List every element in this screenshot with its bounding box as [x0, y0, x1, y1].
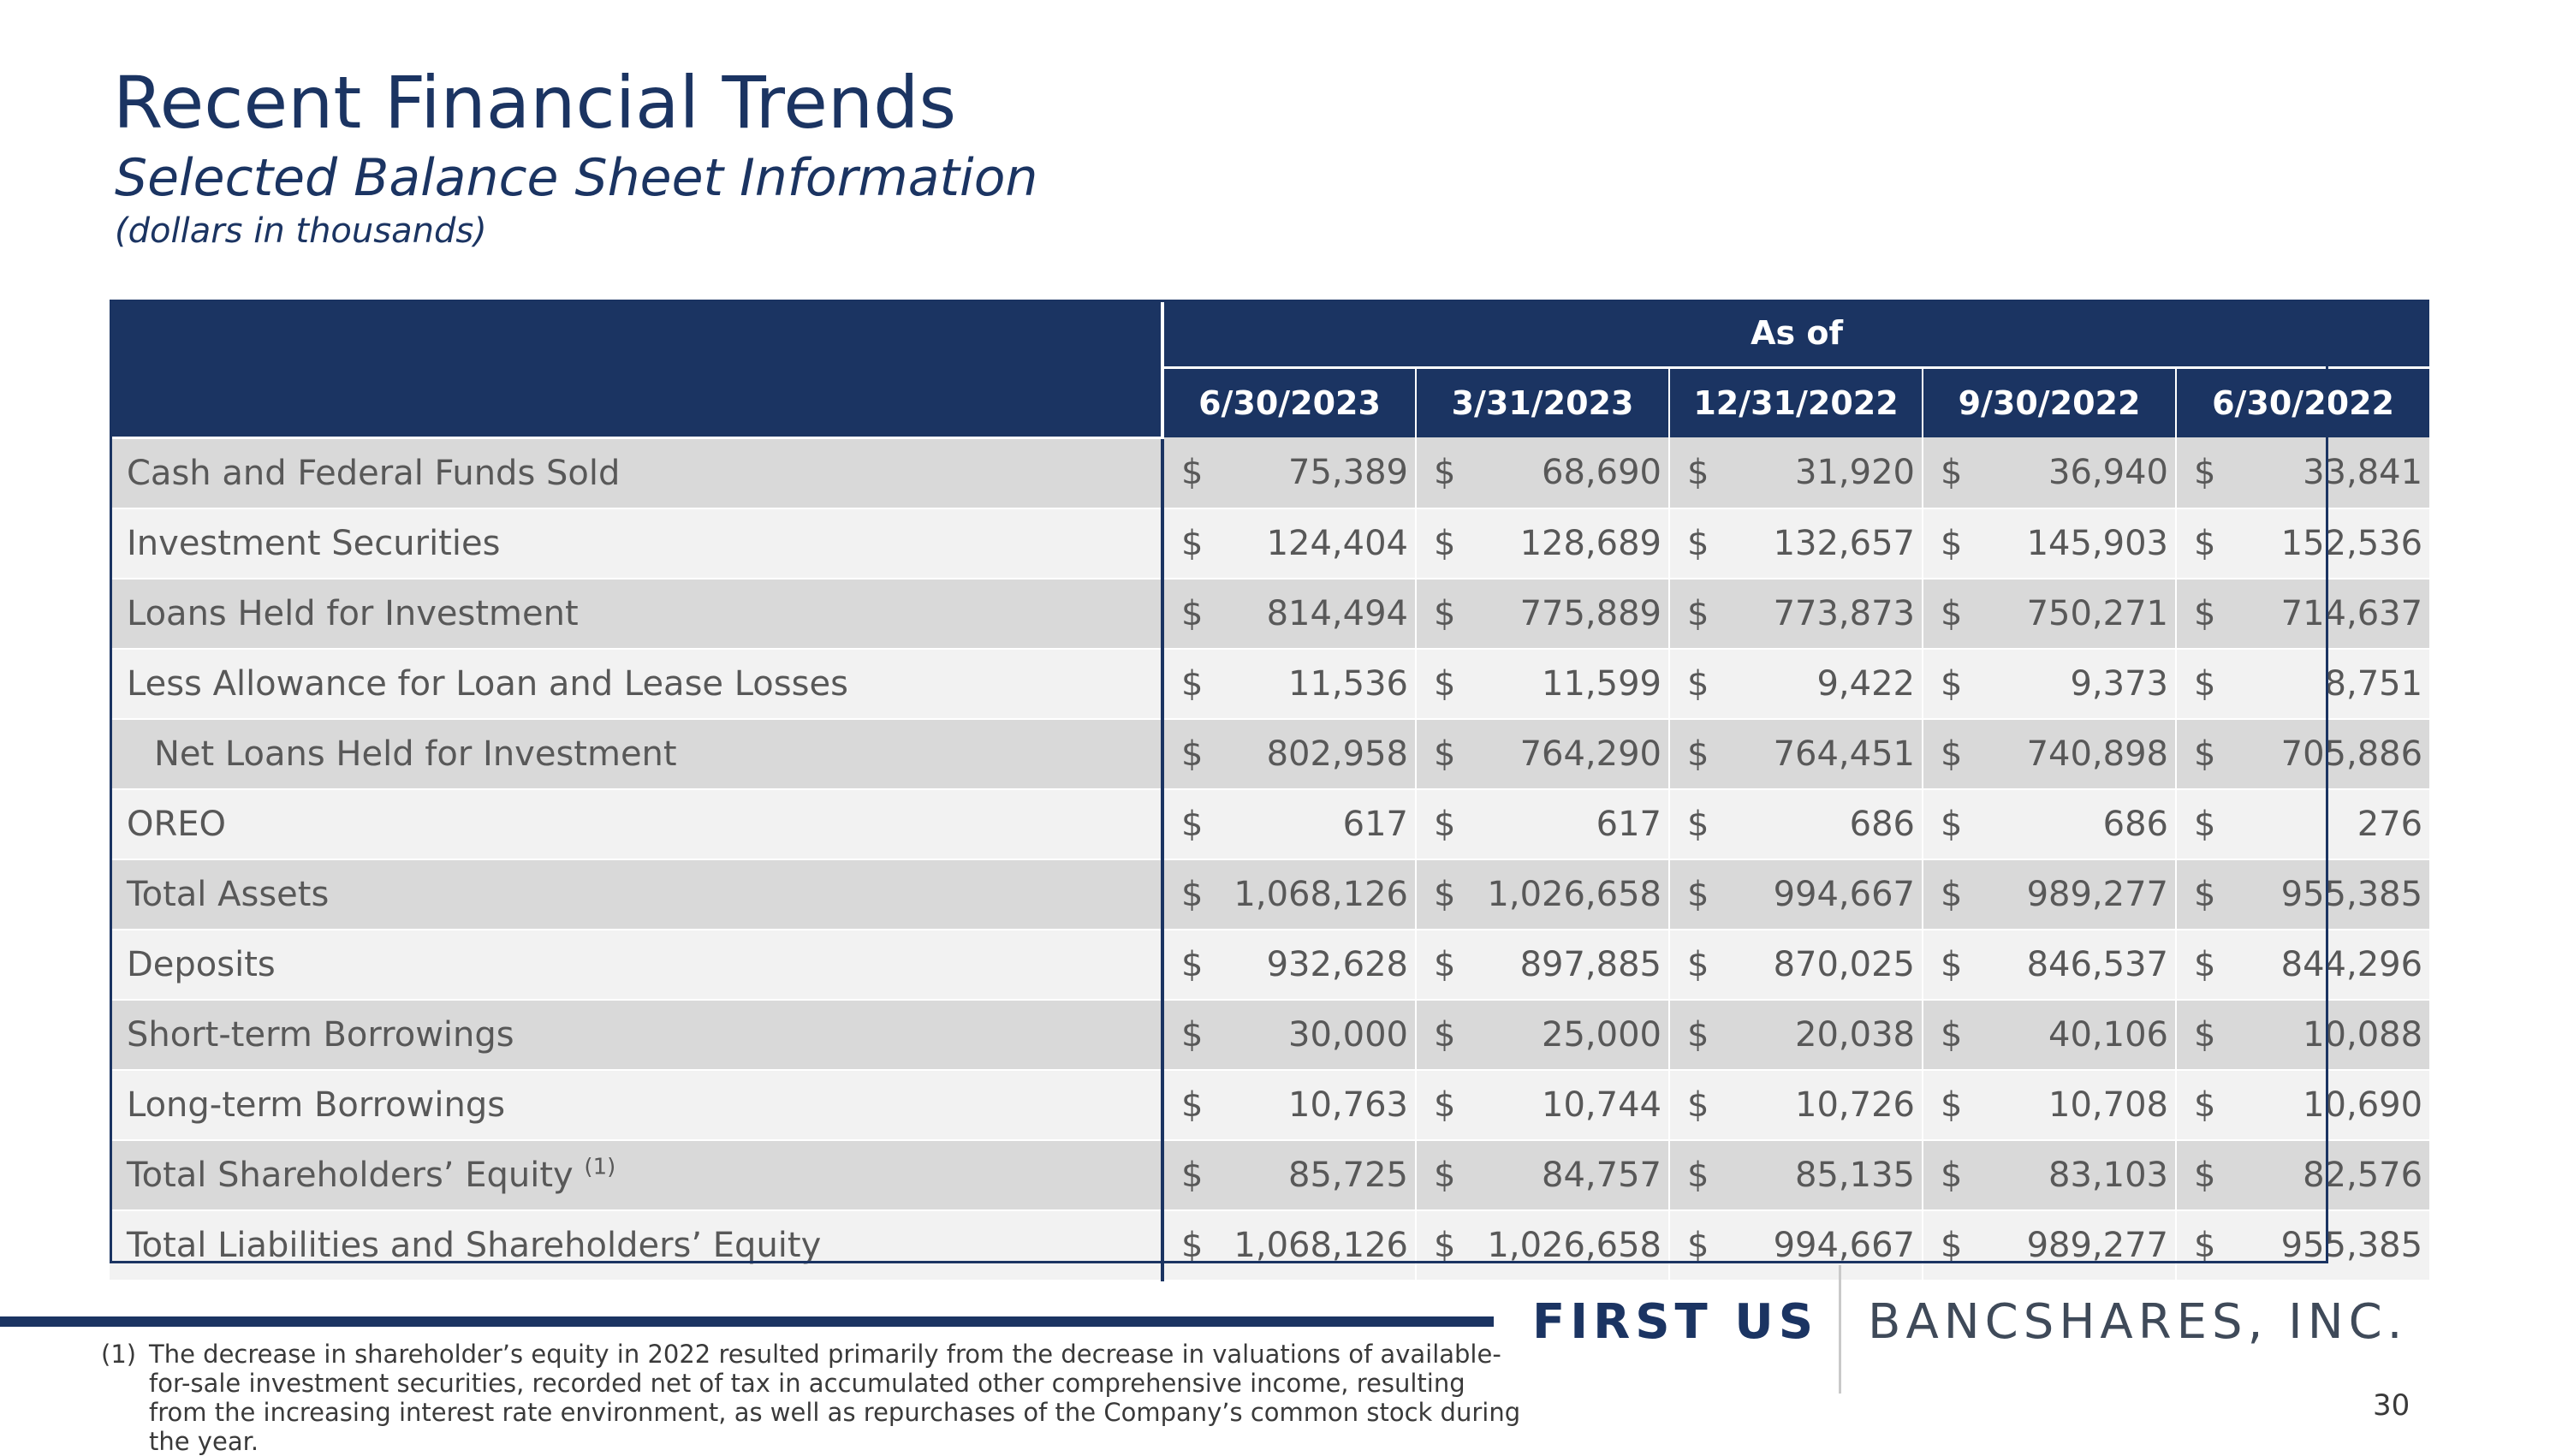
currency-symbol: $ — [1162, 1000, 1222, 1070]
row-label — [110, 508, 1162, 579]
table-row — [110, 1070, 2429, 1140]
value-cell: 617 — [1476, 789, 1669, 859]
currency-symbol: $ — [1669, 437, 1729, 508]
page-subtitle: Selected Balance Sheet Information — [115, 148, 1038, 208]
value-cell: 764,290 — [1476, 719, 1669, 789]
table-body — [110, 437, 2429, 1281]
row-label — [110, 789, 1162, 859]
value-cell: 30,000 — [1222, 1000, 1416, 1070]
value-cell: 897,885 — [1476, 930, 1669, 1000]
currency-symbol: $ — [1162, 719, 1222, 789]
value-cell: 686 — [1982, 789, 2176, 859]
currency-symbol: $ — [1669, 579, 1729, 649]
currency-symbol: $ — [1416, 930, 1476, 1000]
value-cell: 145,903 — [1982, 508, 2176, 579]
footnote-reference: (1) — [584, 1154, 616, 1180]
row-label-text: Total Shareholders’ Equity — [127, 1155, 574, 1195]
value-cell: 617 — [1222, 789, 1416, 859]
value-cell: 82,576 — [2236, 1140, 2429, 1210]
row-label — [110, 719, 1162, 789]
table-row — [110, 930, 2429, 1000]
currency-symbol: $ — [1416, 1000, 1476, 1070]
currency-symbol: $ — [2176, 930, 2236, 1000]
value-cell: 846,537 — [1982, 930, 2176, 1000]
currency-symbol: $ — [2176, 719, 2236, 789]
row-label-text: Investment Securities — [127, 523, 501, 563]
table-row — [110, 649, 2429, 719]
table-corner-header — [110, 300, 1162, 437]
currency-symbol: $ — [1923, 719, 1982, 789]
row-label-text: Total Assets — [127, 874, 330, 914]
currency-symbol: $ — [1162, 789, 1222, 859]
currency-symbol: $ — [2176, 859, 2236, 930]
value-cell: 10,088 — [2236, 1000, 2429, 1070]
value-cell: 75,389 — [1222, 437, 1416, 508]
row-label-text: Total Liabilities and Shareholders’ Equity — [127, 1225, 822, 1265]
table-row — [110, 789, 2429, 859]
currency-symbol: $ — [2176, 649, 2236, 719]
currency-symbol: $ — [1669, 719, 1729, 789]
currency-symbol: $ — [1923, 1000, 1982, 1070]
currency-symbol: $ — [1416, 789, 1476, 859]
value-cell: 989,277 — [1982, 1210, 2176, 1281]
currency-symbol: $ — [1669, 1070, 1729, 1140]
row-label-text: OREO — [127, 804, 227, 844]
currency-symbol: $ — [1923, 579, 1982, 649]
value-cell: 10,744 — [1476, 1070, 1669, 1140]
date-header: 9/30/2022 — [1923, 368, 2176, 438]
value-cell: 994,667 — [1729, 859, 1923, 930]
value-cell: 40,106 — [1982, 1000, 2176, 1070]
value-cell: 764,451 — [1729, 719, 1923, 789]
currency-symbol: $ — [1669, 1210, 1729, 1281]
row-label — [110, 1140, 1162, 1210]
currency-symbol: $ — [1923, 508, 1982, 579]
value-cell: 10,763 — [1222, 1070, 1416, 1140]
currency-symbol: $ — [1416, 1070, 1476, 1140]
currency-symbol: $ — [1416, 649, 1476, 719]
value-cell: 128,689 — [1476, 508, 1669, 579]
currency-symbol: $ — [2176, 508, 2236, 579]
value-cell: 10,708 — [1982, 1070, 2176, 1140]
currency-symbol: $ — [1923, 1070, 1982, 1140]
footer-rule — [0, 1316, 1494, 1327]
currency-symbol: $ — [1923, 1140, 1982, 1210]
currency-symbol: $ — [1923, 789, 1982, 859]
date-header: 3/31/2023 — [1416, 368, 1669, 438]
row-label-text: Loans Held for Investment — [127, 593, 579, 633]
currency-symbol: $ — [2176, 1070, 2236, 1140]
currency-symbol: $ — [1669, 508, 1729, 579]
value-cell: 36,940 — [1982, 437, 2176, 508]
currency-symbol: $ — [1923, 437, 1982, 508]
currency-symbol: $ — [1416, 859, 1476, 930]
currency-symbol: $ — [2176, 1210, 2236, 1281]
currency-symbol: $ — [2176, 1140, 2236, 1210]
value-cell: 9,373 — [1982, 649, 2176, 719]
date-header: 12/31/2022 — [1669, 368, 1923, 438]
value-cell: 1,026,658 — [1476, 1210, 1669, 1281]
as-of-header: As of — [1162, 300, 2429, 368]
logo-first-us: FIRST US — [1532, 1294, 1819, 1350]
value-cell: 11,536 — [1222, 649, 1416, 719]
value-cell: 932,628 — [1222, 930, 1416, 1000]
value-cell: 25,000 — [1476, 1000, 1669, 1070]
value-cell: 775,889 — [1476, 579, 1669, 649]
value-cell: 870,025 — [1729, 930, 1923, 1000]
value-cell: 10,690 — [2236, 1070, 2429, 1140]
value-cell: 11,599 — [1476, 649, 1669, 719]
currency-symbol: $ — [1669, 789, 1729, 859]
value-cell: 1,068,126 — [1222, 859, 1416, 930]
value-cell: 989,277 — [1982, 859, 2176, 930]
currency-symbol: $ — [1923, 1210, 1982, 1281]
currency-symbol: $ — [2176, 579, 2236, 649]
currency-symbol: $ — [1669, 1000, 1729, 1070]
currency-symbol: $ — [1162, 1140, 1222, 1210]
value-cell: 844,296 — [2236, 930, 2429, 1000]
table-row — [110, 1210, 2429, 1281]
units-note: (dollars in thousands) — [115, 211, 487, 251]
value-cell: 8,751 — [2236, 649, 2429, 719]
value-cell: 1,026,658 — [1476, 859, 1669, 930]
row-label-text: Net Loans Held for Investment — [154, 734, 677, 774]
value-cell: 705,886 — [2236, 719, 2429, 789]
currency-symbol: $ — [1162, 930, 1222, 1000]
company-logo — [1532, 1293, 2407, 1352]
value-cell: 802,958 — [1222, 719, 1416, 789]
value-cell: 83,103 — [1982, 1140, 2176, 1210]
currency-symbol: $ — [1669, 859, 1729, 930]
currency-symbol: $ — [1416, 579, 1476, 649]
value-cell: 955,385 — [2236, 859, 2429, 930]
value-cell: 33,841 — [2236, 437, 2429, 508]
logo-bancshares: BANCSHARES, INC. — [1868, 1294, 2408, 1350]
footnote — [101, 1340, 1522, 1456]
currency-symbol: $ — [1162, 1210, 1222, 1281]
currency-symbol: $ — [1416, 1210, 1476, 1281]
currency-symbol: $ — [1669, 930, 1729, 1000]
date-header: 6/30/2023 — [1162, 368, 1416, 438]
row-label-text: Cash and Federal Funds Sold — [127, 453, 621, 493]
row-label-text: Short-term Borrowings — [127, 1014, 514, 1055]
value-cell: 9,422 — [1729, 649, 1923, 719]
currency-symbol: $ — [1162, 1070, 1222, 1140]
row-label-text: Less Allowance for Loan and Lease Losses — [127, 663, 848, 704]
value-cell: 152,536 — [2236, 508, 2429, 579]
value-cell: 68,690 — [1476, 437, 1669, 508]
table-row — [110, 1000, 2429, 1070]
currency-symbol: $ — [1162, 579, 1222, 649]
table-row — [110, 579, 2429, 649]
currency-symbol: $ — [2176, 789, 2236, 859]
row-label — [110, 437, 1162, 508]
currency-symbol: $ — [2176, 1000, 2236, 1070]
value-cell: 994,667 — [1729, 1210, 1923, 1281]
row-label — [110, 1070, 1162, 1140]
value-cell: 132,657 — [1729, 508, 1923, 579]
date-header: 6/30/2022 — [2176, 368, 2429, 438]
value-cell: 20,038 — [1729, 1000, 1923, 1070]
value-cell: 1,068,126 — [1222, 1210, 1416, 1281]
page-title: Recent Financial Trends — [113, 61, 957, 145]
balance-sheet-table — [110, 300, 2429, 1281]
row-label — [110, 649, 1162, 719]
currency-symbol: $ — [1416, 508, 1476, 579]
row-label — [110, 859, 1162, 930]
currency-symbol: $ — [1162, 649, 1222, 719]
value-cell: 124,404 — [1222, 508, 1416, 579]
footnote-marker: (1) — [101, 1340, 137, 1369]
value-cell: 276 — [2236, 789, 2429, 859]
table-row — [110, 1140, 2429, 1210]
row-label-text: Deposits — [127, 944, 276, 984]
row-label — [110, 930, 1162, 1000]
value-cell: 10,726 — [1729, 1070, 1923, 1140]
value-cell: 773,873 — [1729, 579, 1923, 649]
footnote-text: The decrease in shareholder’s equity in 2022 resulted primarily from the decrease in valuations of available-for-sale investment securities, recorded net of tax in accumulated other comprehensive income, resulting from the increasing interest rate environment, as well as repurchases of the Company’s common stock during the year. — [149, 1340, 1521, 1456]
currency-symbol: $ — [1416, 437, 1476, 508]
currency-symbol: $ — [1162, 508, 1222, 579]
value-cell: 714,637 — [2236, 579, 2429, 649]
currency-symbol: $ — [1923, 930, 1982, 1000]
currency-symbol: $ — [1669, 649, 1729, 719]
value-cell: 85,725 — [1222, 1140, 1416, 1210]
row-label — [110, 1210, 1162, 1281]
row-label — [110, 1000, 1162, 1070]
value-cell: 750,271 — [1982, 579, 2176, 649]
row-label-text: Long-term Borrowings — [127, 1085, 506, 1125]
row-label — [110, 579, 1162, 649]
page-number: 30 — [2373, 1388, 2410, 1423]
currency-symbol: $ — [1416, 1140, 1476, 1210]
currency-symbol: $ — [1162, 437, 1222, 508]
table-row — [110, 859, 2429, 930]
value-cell: 814,494 — [1222, 579, 1416, 649]
value-cell: 84,757 — [1476, 1140, 1669, 1210]
logo-divider — [1839, 1265, 1841, 1394]
table-row — [110, 719, 2429, 789]
currency-symbol: $ — [1162, 859, 1222, 930]
value-cell: 740,898 — [1982, 719, 2176, 789]
currency-symbol: $ — [1669, 1140, 1729, 1210]
currency-symbol: $ — [1923, 649, 1982, 719]
table-row — [110, 508, 2429, 579]
value-cell: 955,385 — [2236, 1210, 2429, 1281]
currency-symbol: $ — [1923, 859, 1982, 930]
table-row — [110, 437, 2429, 508]
currency-symbol: $ — [2176, 437, 2236, 508]
value-cell: 31,920 — [1729, 437, 1923, 508]
currency-symbol: $ — [1416, 719, 1476, 789]
value-cell: 85,135 — [1729, 1140, 1923, 1210]
value-cell: 686 — [1729, 789, 1923, 859]
